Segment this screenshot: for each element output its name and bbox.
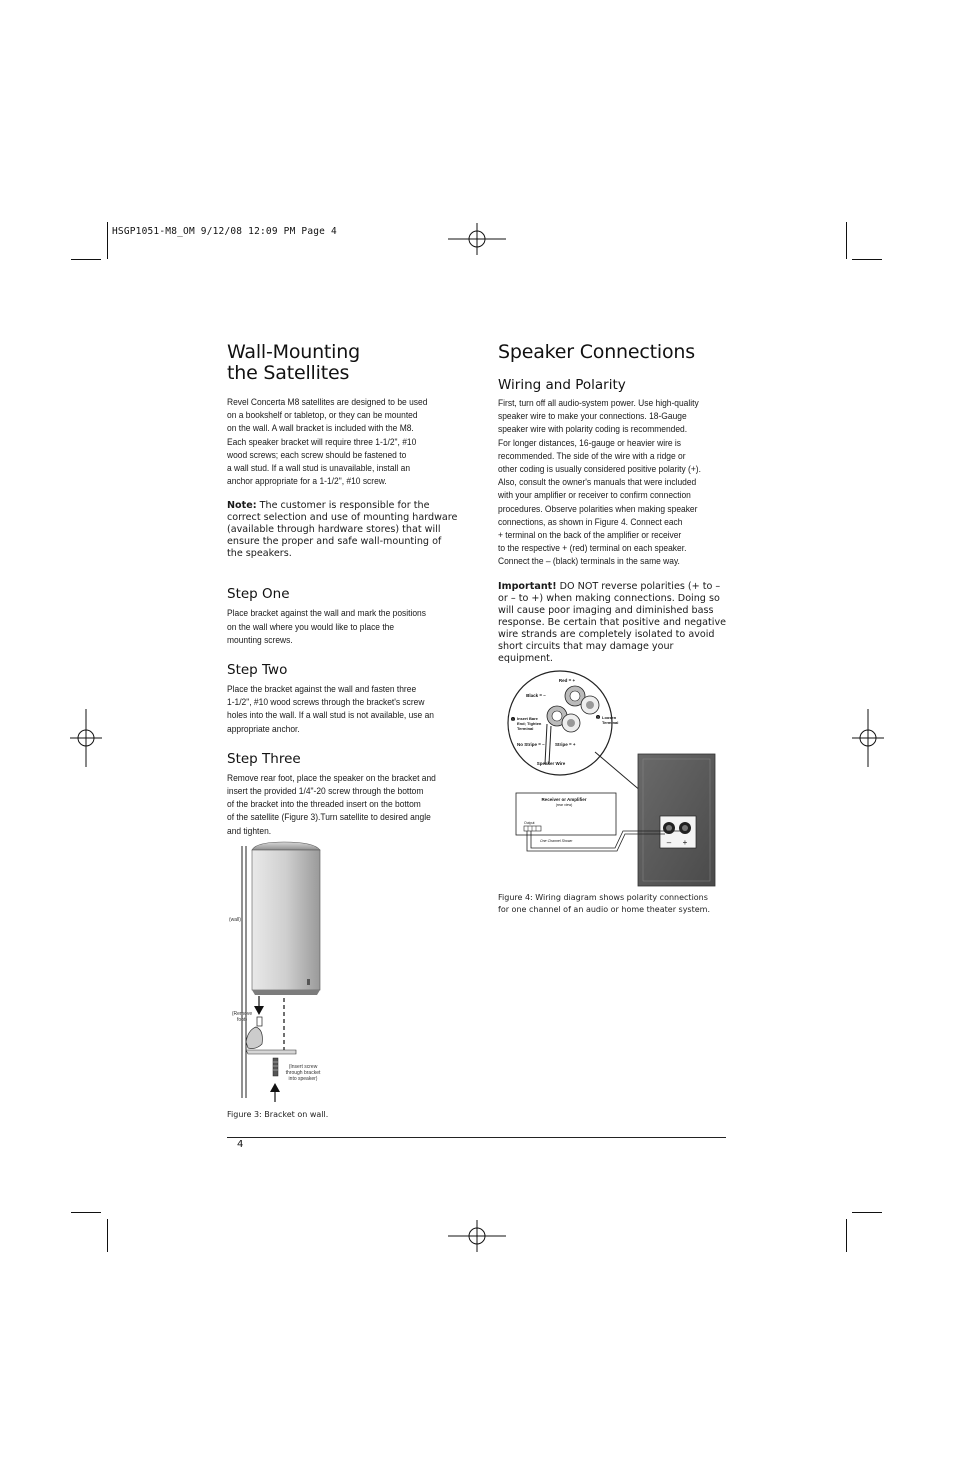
subsection-heading: Wiring and Polarity xyxy=(498,377,626,393)
step-three-text xyxy=(227,772,456,838)
text-line: holes into the wall. If a wall stud is not available, use an xyxy=(227,710,434,722)
step-three-heading: Step Three xyxy=(227,750,301,767)
step-number: 2 xyxy=(597,715,599,720)
speaker-top-icon xyxy=(252,842,320,850)
text-line: recommended. The side of the wire with a ridge or xyxy=(498,450,686,462)
insert-bare-label: Insert Bare xyxy=(517,716,538,721)
text-line: a wall stud. If a wall stud is unavailable, install an xyxy=(227,463,411,475)
insert-bare-label: Terminal xyxy=(517,726,534,731)
text-line: Place the bracket against the wall and fasten three xyxy=(227,684,417,696)
text-line: on the wall. A wall bracket is included with the M8. xyxy=(227,423,414,435)
insert-screw-label: through bracket xyxy=(285,1070,321,1076)
plus-label: + xyxy=(682,838,688,847)
note-label: Note: xyxy=(227,500,257,512)
text-line: 1-1/2", #10 wood screws through the bracket's screw xyxy=(227,697,425,709)
figure-4-caption xyxy=(498,892,710,916)
screw-icon xyxy=(273,1058,278,1076)
note-text: The customer is responsible for the correct selection and use of mounting hardware (available through hardware stores) that will ensure the proper and safe wall-mounting of the speakers. xyxy=(227,500,458,560)
text-line: Revel Concerta M8 satellites are designed to be used xyxy=(227,397,428,408)
loosen-label: Terminal xyxy=(602,720,619,725)
crop-mark xyxy=(846,222,847,259)
text-line: First, turn off all audio-system power. Use high-quality xyxy=(498,398,699,409)
text-line: on a bookshelf or tabletop, or they can be mounted xyxy=(227,410,418,422)
text-line: + terminal on the back of the amplifier or receiver xyxy=(498,530,682,542)
text-line: For longer distances, 16-gauge or heavier wire is xyxy=(498,437,682,449)
text-line: of the bracket into the threaded insert on the bottom xyxy=(227,799,421,811)
text-line: procedures. Observe polarities when making speaker xyxy=(498,503,698,515)
section-title: Speaker Connections xyxy=(498,341,695,363)
step-one-text xyxy=(227,607,456,647)
receiver-label: Receiver or Amplifier xyxy=(541,797,587,802)
important-label: Important! xyxy=(498,580,557,592)
text-line: speaker wire with polarity coding is recommended. xyxy=(498,424,688,436)
section-title-line2: the Satellites xyxy=(227,362,350,384)
crop-mark xyxy=(852,1212,882,1213)
intro-paragraph xyxy=(227,396,456,488)
text-line: and tighten. xyxy=(227,825,272,837)
step-two-heading: Step Two xyxy=(227,662,288,679)
text-line: insert the provided 1/4"-20 screw through the bottom xyxy=(227,786,424,798)
caption-line: for one channel of an audio or home theater system. xyxy=(498,905,710,914)
text-line: mounting screws. xyxy=(227,634,293,646)
arrow-down-icon xyxy=(254,1006,264,1015)
one-channel-label: One Channel Shown xyxy=(540,839,573,843)
text-line: appropriate anchor. xyxy=(227,723,300,735)
text-line: anchor appropriate for a 1-1/2", #10 screw. xyxy=(227,476,387,488)
step-two-text xyxy=(227,683,456,736)
text-line: wood screws; each screw should be fastened to xyxy=(227,449,407,461)
text-line: speaker wire to make your connections. 18-Gauge xyxy=(498,411,687,423)
wall-label: (wall) xyxy=(229,917,241,923)
minus-label: – xyxy=(666,838,672,847)
page-number: 4 xyxy=(237,1139,244,1150)
text-line: connections, as shown in Figure 4. Connect each xyxy=(498,516,683,528)
crop-mark xyxy=(107,222,108,259)
crop-mark xyxy=(71,1212,101,1213)
step-one-heading: Step One xyxy=(227,586,290,603)
crop-mark xyxy=(846,1219,847,1252)
red-label: Red = + xyxy=(558,678,576,683)
crop-mark xyxy=(107,1219,108,1252)
section-title-line1: Wall-Mounting xyxy=(227,341,360,363)
print-slug: HSGP1051-M8_OM 9/12/08 12:09 PM Page 4 xyxy=(112,226,337,237)
footer-rule xyxy=(227,1137,726,1138)
text-line: to the respective + (red) terminal on each speaker. xyxy=(498,543,687,555)
text-line: Remove rear foot, place the speaker on the bracket and xyxy=(227,772,436,784)
registration-mark-icon xyxy=(448,223,506,255)
no-stripe-label: No Stripe = – xyxy=(517,742,545,747)
output-label: Output xyxy=(524,821,535,825)
wiring-paragraph xyxy=(498,397,727,569)
text-line: Connect the – (black) terminals in the same way. xyxy=(498,556,680,568)
registration-mark-icon xyxy=(852,709,884,767)
speaker-body-icon xyxy=(252,850,320,990)
registration-mark-icon xyxy=(70,709,102,767)
insert-screw-label: (Insert screw xyxy=(288,1064,318,1070)
figure-4-wiring-diagram xyxy=(505,668,725,893)
text-line: other coding is usually considered positive polarity (+). xyxy=(498,464,701,476)
bracket-icon xyxy=(246,1027,262,1049)
remove-foot-label: foot) xyxy=(236,1017,248,1023)
foot-icon xyxy=(257,1017,262,1026)
text-line: with your amplifier or receiver to confirm connection xyxy=(498,490,691,502)
black-label: Black = – xyxy=(526,693,546,698)
speaker-wire-label: Speaker Wire xyxy=(536,761,566,766)
important-paragraph xyxy=(498,581,730,665)
figure-3-bracket-illustration xyxy=(226,840,346,1105)
crop-mark xyxy=(71,259,101,260)
important-text: DO NOT reverse polarities (+ to – or – to +) when making connections. Doing so will cause poor imaging and diminished bass response. Be certain that positive and negative wire strands are completely isolated to avoid short circuits that may damage your equipment. xyxy=(498,580,727,664)
figure-3-caption: Figure 3: Bracket on wall. xyxy=(227,1110,329,1119)
caption-line: Figure 4: Wiring diagram shows polarity connections xyxy=(498,893,708,902)
remove-foot-label: (Remove xyxy=(231,1011,253,1017)
crop-mark xyxy=(852,259,882,260)
stripe-label: Stripe = + xyxy=(555,742,576,747)
text-line: on the wall where you would like to place the xyxy=(227,621,395,633)
text-line: Also, consult the owner's manuals that were included xyxy=(498,477,697,489)
text-line: Each speaker bracket will require three 1-1/2", #10 xyxy=(227,436,417,448)
insert-bare-label: End; Tighten xyxy=(517,721,542,726)
insert-screw-label: into speaker) xyxy=(288,1076,318,1082)
registration-mark-icon xyxy=(448,1220,506,1252)
step-number: 1 xyxy=(512,717,514,722)
rear-view-label: (rear view) xyxy=(555,803,573,807)
left-column xyxy=(227,342,459,838)
loosen-label: Loosen xyxy=(602,715,617,720)
note-paragraph xyxy=(227,500,459,560)
text-line: Place bracket against the wall and mark the positions xyxy=(227,608,426,620)
right-column xyxy=(498,342,730,665)
text-line: of the satellite (Figure 3).Turn satellite to desired angle xyxy=(227,812,431,824)
output-terminals-icon xyxy=(524,826,541,831)
